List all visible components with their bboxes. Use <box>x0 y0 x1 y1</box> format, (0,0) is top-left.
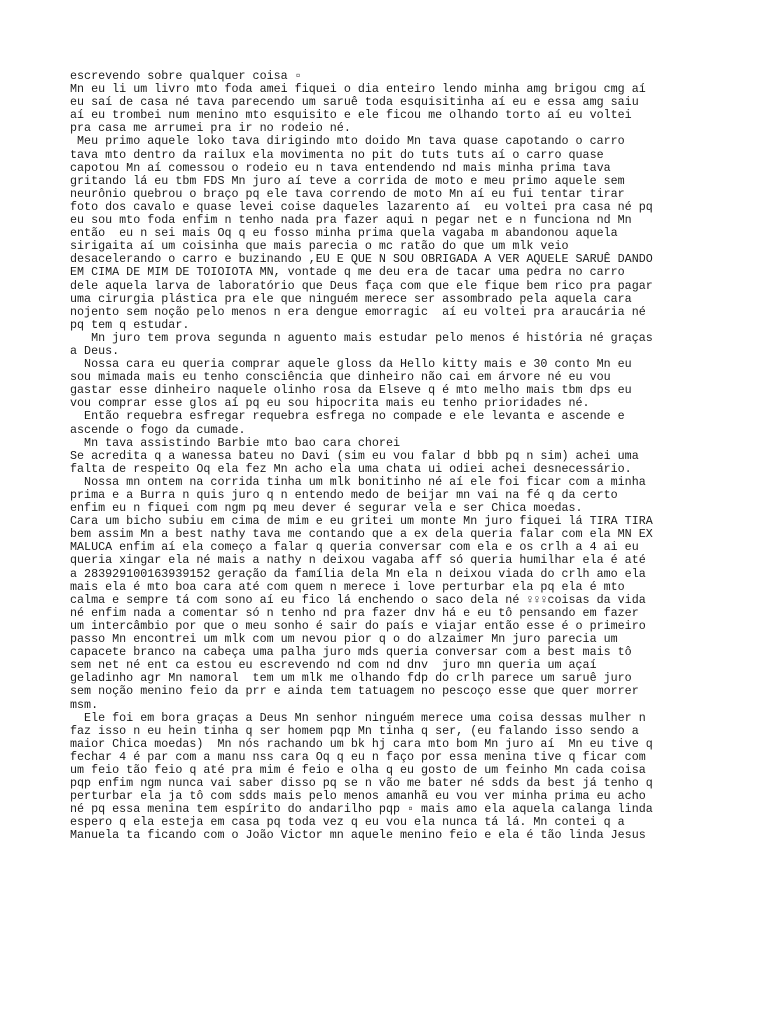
document-line: pra casa me arrumei pra ir no rodeio né. <box>70 121 351 136</box>
document-line: enfim eu n fiquei com ngm pq meu dever é segurar vela e ser Chica moedas. <box>70 501 583 516</box>
document-line: queria xingar ela né mais a nathy n deixou vagaba aff só queria humilhar ela é até <box>70 553 646 568</box>
document-line: eu sou mto foda enfim n tenho nada pra fazer aqui n pegar net e n funciona nd Mn <box>70 213 632 228</box>
document-line: pq tem q estudar. <box>70 317 190 332</box>
document-line: um feio tão feio q até pra mim é feio e olha q eu gosto de um feinho Mn cada coisa <box>70 762 646 777</box>
document-line: espero q ela esteja em casa pq toda vez q eu vou ela nunca tá lá. Mn contei q a <box>70 815 625 830</box>
document-line: né enfim nada a comentar só n tenho nd pra fazer dnv há e eu tô pensando em fazer <box>70 605 639 620</box>
document-line: capacete branco na cabeça uma palha juro mds queria conversar com a best mais tô <box>70 645 632 660</box>
document-line: ascende o fogo da cumade. <box>70 422 246 437</box>
document-line: sem noção menino feio da prr e ainda tem tatuagem no pescoço esse que quer morrer <box>70 684 639 699</box>
document-line: Ele foi em bora graças a Deus Mn senhor ninguém merece uma coisa dessas mulher n <box>70 710 646 725</box>
document-line: Então requebra esfregar requebra esfrega no compade e ele levanta e ascende e <box>70 409 625 424</box>
document-line: Mn tava assistindo Barbie mto bao cara chorei <box>70 435 401 450</box>
document-line: um intercâmbio por que o meu sonho é sair do país e viajar então esse é o primeiro <box>70 618 646 633</box>
document-line: fechar 4 é par com a manu nss cara Oq q eu n faço por essa menina tive q ficar com <box>70 749 646 764</box>
document-page <box>70 70 710 843</box>
document-line: neurônio quebrou o braço pq ele tava correndo de moto Mn aí eu fui tentar tirar <box>70 186 625 201</box>
document-line: Se acredita q a wanessa bateu no Davi (sim eu vou falar d bbb pq n sim) achei uma <box>70 448 639 463</box>
document-line: sou mimada mais eu tenho consciência que dinheiro não cai em árvore né eu vou <box>70 370 611 385</box>
document-line: bem assim Mn a best nathy tava me contando que a ex dela queria falar com ela MN EX <box>70 527 653 542</box>
document-line: Nossa cara eu queria comprar aquele gloss da Hello kitty mais e 30 conto Mn eu <box>70 357 632 372</box>
document-line: né pq essa menina tem espírito do andarilho pqp ▫ mais amo ela aquela calanga linda <box>70 802 653 817</box>
document-line: uma cirurgia plástica pra ele que ninguém merece ser assombrado pela aquela cara <box>70 291 632 306</box>
document-line: foto dos cavalo e quase levei coise daqueles lazarento aí eu voltei pra casa né pq <box>70 199 653 214</box>
document-line: pqp enfim ngm nunca vai saber disso pq se n vão me bater né sdds da best já tenho q <box>70 776 653 791</box>
document-line: calma e sempre tá com sono aí eu fico lá enchendo o saco dela né ♀♀♀coisas da vida <box>70 592 646 607</box>
document-line: sem net né ent ca estou eu escrevendo nd com nd dnv juro mn queria um açaí <box>70 658 597 673</box>
document-line: dele aquela larva de laboratório que Deus faça com que ele fique bem rico pra pagar <box>70 278 653 293</box>
document-line: sirigaita aí um coisinha que mais parecia o mc ratão do que um mlk veio <box>70 239 569 254</box>
document-line: passo Mn encontrei um mlk com um nevou pior q o do alzaimer Mn juro parecia um <box>70 632 618 647</box>
document-line: gritando lá eu tbm FDS Mn juro aí teve a corrida de moto e meu primo aquele sem <box>70 173 625 188</box>
document-line: perturbar ela ja tô com sdds mais pelo menos amanhã eu vou ver minha prima eu acho <box>70 789 646 804</box>
document-line: Mn juro tem prova segunda n aguento mais estudar pelo menos é história né graças <box>70 330 653 345</box>
document-line: a 283929100163939152 geração da família dela Mn ela n deixou viada do crlh amo ela <box>70 566 646 581</box>
document-line: eu saí de casa né tava parecendo um saruê toda esquisitinha aí eu e essa amg saiu <box>70 95 639 110</box>
document-line: a Deus. <box>70 343 120 358</box>
document-line: desacelerando o carro e buzinando ,EU E QUE N SOU OBRIGADA A VER AQUELE SARUÊ DANDO <box>70 252 653 267</box>
document-line: tava mto dentro da railux ela movimenta no pit do tuts tuts aí o carro quase <box>70 147 604 162</box>
document-line: escrevendo sobre qualquer coisa ▫ <box>70 69 302 83</box>
document-line: capotou Mn aí comessou o rodeio eu n tava entendendo nd mais minha prima tava <box>70 160 611 175</box>
document-line: Manuela ta ficando com o João Victor mn aquele menino feio e ela é tão linda Jesus <box>70 828 646 843</box>
document-line: Mn eu li um livro mto foda amei fiquei o dia enteiro lendo minha amg brigou cmg aí <box>70 82 646 97</box>
document-line: gastar esse dinheiro naquele olinho rosa da Elseve q é mto melho mais tbm dps eu <box>70 383 632 398</box>
document-line: prima e a Burra n quis juro q n entendo medo de beijar mn vai na fé q da certo <box>70 488 618 502</box>
document-line: mais ela é mto boa cara até com quem n merece i love perturbar ela pq ela é mto <box>70 579 625 594</box>
document-line: então eu n sei mais Oq q eu fosso minha prima quela vagaba m abandonou aquela <box>70 226 618 241</box>
document-line: Meu primo aquele loko tava dirigindo mto doido Mn tava quase capotando o carro <box>70 134 625 149</box>
document-line: faz isso n eu hein tinha q ser homem pqp Mn tinha q ser, (eu falando isso sendo a <box>70 723 639 738</box>
document-line: msm. <box>70 697 99 712</box>
document-line: falta de respeito Oq ela fez Mn acho ela uma chata ui odiei achei desnecessário. <box>70 461 632 476</box>
document-line: Nossa mn ontem na corrida tinha um mlk bonitinho né aí ele foi ficar com a minha <box>70 474 646 489</box>
document-line: Cara um bicho subiu em cima de mim e eu gritei um monte Mn juro fiquei lá TIRA TIRA <box>70 514 653 529</box>
document-line: MALUCA enfim aí ela começo a falar q queria conversar com ela e os crlh a 4 ai eu <box>70 540 639 555</box>
document-line: maior Chica moedas) Mn nós rachando um bk hj cara mto bom Mn juro aí Mn eu tive q <box>70 736 653 751</box>
document-line: aí eu trombei num menino mto esquisito e ele ficou me olhando torto aí eu voltei <box>70 108 632 123</box>
document-line: EM CIMA DE MIM DE TOIOIOTA MN, vontade q me deu era de tacar uma pedra no carro <box>70 265 625 280</box>
document-line: nojento sem noção pelo menos n era dengue emorragic aí eu voltei pra araucária né <box>70 304 646 319</box>
document-line: vou comprar esse glos aí pq eu sou hipocrita mais eu tenho prioridades né. <box>70 396 590 411</box>
document-line: geladinho agr Mn namoral tem um mlk me olhando fdp do crlh parece um saruê juro <box>70 671 632 686</box>
